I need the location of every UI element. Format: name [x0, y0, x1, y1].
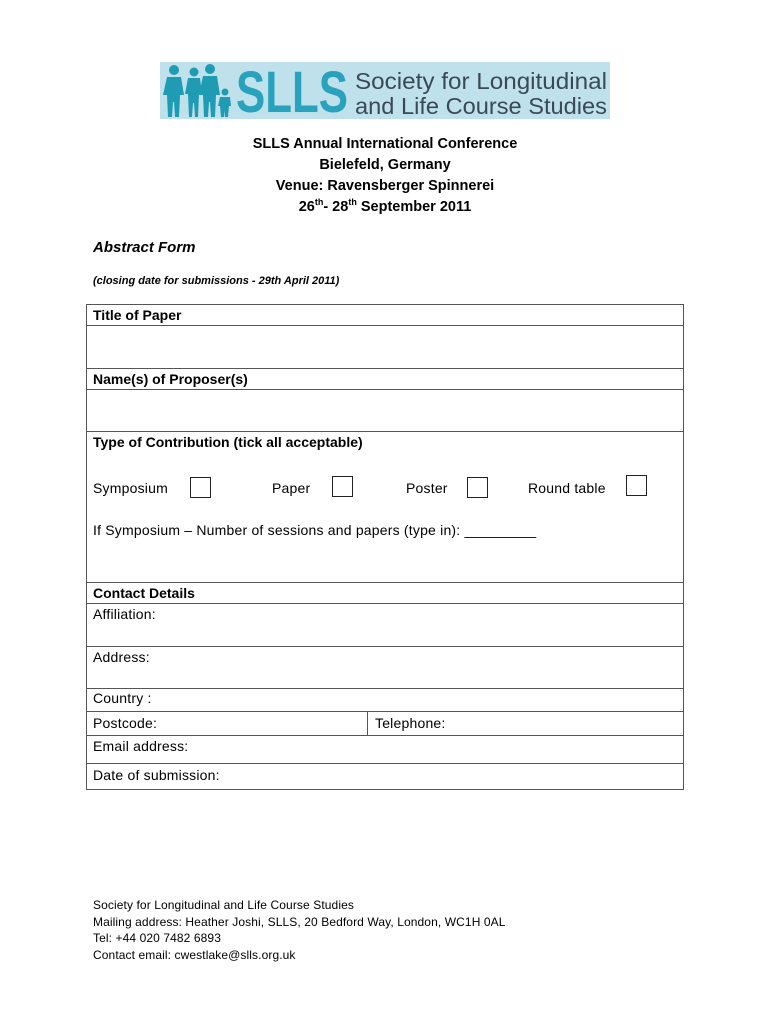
- affiliation-field[interactable]: [87, 605, 683, 645]
- divider: [86, 735, 684, 736]
- title-of-paper-field[interactable]: [87, 327, 683, 367]
- poster-checkbox[interactable]: [467, 477, 488, 498]
- conference-dates: 26th- 28th September 2011: [298, 197, 472, 215]
- telephone-label: Telephone:: [375, 715, 446, 731]
- postcode-label: Postcode:: [93, 715, 158, 731]
- footer-contact-info: [93, 897, 506, 963]
- email-address-label: Email address:: [93, 738, 189, 754]
- logo-name-line2: and Life Course Studies: [355, 93, 607, 119]
- paper-checkbox[interactable]: [332, 476, 353, 497]
- divider: [86, 688, 684, 689]
- conference-venue: Venue: Ravensberger Spinnerei: [275, 178, 495, 194]
- round-table-option-label: Round table: [528, 480, 606, 496]
- divider: [86, 431, 684, 432]
- divider: [86, 646, 684, 647]
- divider: [367, 711, 368, 735]
- divider: [86, 389, 684, 390]
- proposers-field[interactable]: [87, 391, 683, 430]
- logo-acronym: SLLS: [236, 62, 348, 119]
- conference-location: Bielefeld, Germany: [319, 157, 451, 173]
- proposers-label: Name(s) of Proposer(s): [93, 371, 248, 387]
- divider: [86, 368, 684, 369]
- conference-title: SLLS Annual International Conference: [252, 136, 518, 152]
- round-table-checkbox[interactable]: [626, 475, 647, 496]
- footer-telephone: Tel: +44 020 7482 6893: [93, 931, 221, 945]
- footer-society-name: Society for Longitudinal and Life Course Studies: [93, 898, 354, 912]
- footer-mailing-address: Mailing address: Heather Joshi, SLLS, 20 Bedford Way, London, WC1H 0AL: [93, 914, 506, 929]
- closing-date-note: (closing date for submissions - 29th April 2011): [93, 275, 340, 287]
- poster-option-label: Poster: [406, 480, 448, 496]
- contact-details-label: Contact Details: [93, 585, 195, 601]
- conference-heading: [0, 134, 770, 218]
- country-label: Country :: [93, 690, 152, 706]
- affiliation-label: Affiliation:: [93, 606, 156, 622]
- symposium-sessions-note: If Symposium – Number of sessions and papers (type in): _________: [93, 522, 537, 538]
- divider: [86, 763, 684, 764]
- symposium-option-label: Symposium: [93, 480, 168, 496]
- footer-contact-email: Contact email: cwestlake@slls.org.uk: [93, 947, 296, 962]
- slls-logo: [160, 62, 610, 119]
- divider: [86, 325, 684, 326]
- address-field[interactable]: [87, 648, 683, 687]
- symposium-checkbox[interactable]: [190, 477, 211, 498]
- logo-name-line1: Society for Longitudinal: [355, 68, 607, 94]
- divider: [86, 603, 684, 604]
- date-of-submission-label: Date of submission:: [93, 767, 220, 783]
- paper-option-label: Paper: [272, 480, 311, 496]
- contribution-type-label: Type of Contribution (tick all acceptable): [93, 434, 363, 450]
- divider: [86, 582, 684, 583]
- divider: [86, 711, 684, 712]
- title-of-paper-label: Title of Paper: [93, 307, 182, 323]
- address-label: Address:: [93, 649, 150, 665]
- slls-logo-graphic: [160, 62, 610, 119]
- form-title: Abstract Form: [93, 239, 196, 256]
